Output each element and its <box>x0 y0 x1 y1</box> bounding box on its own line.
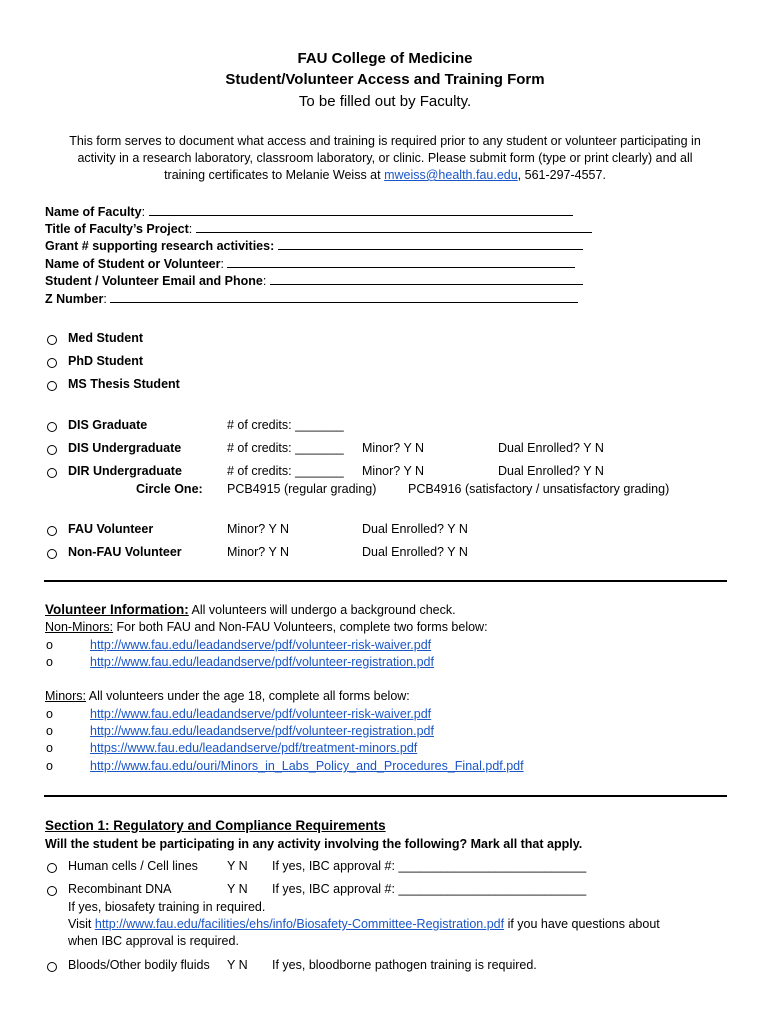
radio-ms-thesis[interactable] <box>47 381 57 391</box>
yn-bloods[interactable]: Y N <box>227 958 248 972</box>
biosafety-visit-line: Visit http://www.fau.edu/facilities/ehs/info/Biosafety-Committee-Registration.pdf if you have questions about <box>68 917 660 931</box>
bullet: o <box>46 638 53 652</box>
link-minor-registration[interactable]: http://www.fau.edu/leadandserve/pdf/volunteer-registration.pdf <box>90 724 434 738</box>
intro-phone: , 561-297-4557. <box>517 168 606 182</box>
link-minors-in-labs-policy[interactable]: http://www.fau.edu/ouri/Minors_in_Labs_Policy_and_Procedures_Final.pdf.pdf <box>90 759 524 773</box>
label-ms-thesis: MS Thesis Student <box>68 377 180 391</box>
link-minor-treatment[interactable]: https://www.fau.edu/leadandserve/pdf/treatment-minors.pdf <box>90 741 418 755</box>
intro-text: This form serves to document what access and training is required prior to any student or volunteer participating in activity in a research laboratory, classroom laboratory, or clinic. Please submit form (type or print clearly) and all training certificates to Melanie Weiss at <box>69 134 701 182</box>
label-phd-student: PhD Student <box>68 354 143 368</box>
minor-nonfau-volunteer[interactable]: Minor? Y N <box>227 545 290 559</box>
bloodborne-note: If yes, bloodborne pathogen training is required. <box>272 958 537 972</box>
yn-recombinant-dna[interactable]: Y N <box>227 882 248 896</box>
radio-bloods[interactable] <box>47 962 57 972</box>
section1-heading: Section 1: Regulatory and Compliance Requirements <box>45 818 386 833</box>
email-link[interactable]: mweiss@health.fau.edu <box>384 168 518 182</box>
bullet: o <box>46 655 53 669</box>
field-grant[interactable]: Grant # supporting research activities: <box>45 238 583 253</box>
dual-nonfau-volunteer[interactable]: Dual Enrolled? Y N <box>362 545 468 559</box>
label-med-student: Med Student <box>68 331 143 345</box>
label-dir-undergraduate: DIR Undergraduate <box>68 464 182 478</box>
radio-recombinant-dna[interactable] <box>47 886 57 896</box>
form-institution: FAU College of Medicine <box>297 50 473 67</box>
intro-paragraph <box>60 133 710 184</box>
divider-1 <box>44 580 727 582</box>
ibc-approval-recombinant-dna[interactable]: If yes, IBC approval #: ___________________________ <box>272 882 587 896</box>
circle-one-label: Circle One: <box>136 482 203 496</box>
label-fau-volunteer: FAU Volunteer <box>68 522 154 536</box>
yn-human-cells[interactable]: Y N <box>227 859 248 873</box>
label-human-cells: Human cells / Cell lines <box>68 859 198 873</box>
link-biosafety-registration[interactable]: http://www.fau.edu/facilities/ehs/info/Biosafety-Committee-Registration.pdf <box>94 917 505 931</box>
section1-question: Will the student be participating in any activity involving the following? Mark all that apply. <box>45 837 583 851</box>
credits-dis-undergraduate[interactable]: # of credits: _______ <box>227 441 344 455</box>
volunteer-info-heading: Volunteer Information: All volunteers will undergo a background check. <box>45 602 456 617</box>
link-nonminor-registration[interactable]: http://www.fau.edu/leadandserve/pdf/volunteer-registration.pdf <box>90 655 434 669</box>
link-nonminor-risk-waiver[interactable]: http://www.fau.edu/leadandserve/pdf/volunteer-risk-waiver.pdf <box>90 638 432 652</box>
label-dis-undergraduate: DIS Undergraduate <box>68 441 182 455</box>
bullet: o <box>46 724 53 738</box>
biosafety-note: If yes, biosafety training in required. <box>68 900 266 914</box>
field-z-number[interactable]: Z Number: <box>45 291 578 306</box>
radio-dis-graduate[interactable] <box>47 422 57 432</box>
option-pcb4915[interactable]: PCB4915 (regular grading) <box>227 482 377 496</box>
radio-nonfau-volunteer[interactable] <box>47 549 57 559</box>
label-bloods: Bloods/Other bodily fluids <box>68 958 210 972</box>
option-pcb4916[interactable]: PCB4916 (satisfactory / unsatisfactory grading) <box>408 482 670 496</box>
radio-dir-undergraduate[interactable] <box>47 468 57 478</box>
radio-dis-undergraduate[interactable] <box>47 445 57 455</box>
dual-dis-undergraduate[interactable]: Dual Enrolled? Y N <box>498 441 604 455</box>
minor-dis-undergraduate[interactable]: Minor? Y N <box>362 441 425 455</box>
form-subtitle: To be filled out by Faculty. <box>298 93 472 110</box>
bullet: o <box>46 741 53 755</box>
ibc-approval-human-cells[interactable]: If yes, IBC approval #: ___________________________ <box>272 859 587 873</box>
dual-dir-undergraduate[interactable]: Dual Enrolled? Y N <box>498 464 604 478</box>
nonminors-intro: Non-Minors: For both FAU and Non-FAU Volunteers, complete two forms below: <box>45 620 488 634</box>
field-email-phone[interactable]: Student / Volunteer Email and Phone: <box>45 273 583 288</box>
link-minor-risk-waiver[interactable]: http://www.fau.edu/leadandserve/pdf/volunteer-risk-waiver.pdf <box>90 707 432 721</box>
minor-dir-undergraduate[interactable]: Minor? Y N <box>362 464 425 478</box>
field-student-name[interactable]: Name of Student or Volunteer: <box>45 256 575 271</box>
radio-phd-student[interactable] <box>47 358 57 368</box>
minor-fau-volunteer[interactable]: Minor? Y N <box>227 522 290 536</box>
bullet: o <box>46 759 53 773</box>
form-title: Student/Volunteer Access and Training Form <box>225 71 545 88</box>
credits-dis-graduate[interactable]: # of credits: _______ <box>227 418 344 432</box>
label-dis-graduate: DIS Graduate <box>68 418 148 432</box>
biosafety-when-line: when IBC approval is required. <box>68 934 239 948</box>
radio-fau-volunteer[interactable] <box>47 526 57 536</box>
divider-2 <box>44 795 727 797</box>
credits-dir-undergraduate[interactable]: # of credits: _______ <box>227 464 344 478</box>
label-nonfau-volunteer: Non-FAU Volunteer <box>68 545 182 559</box>
field-project-title[interactable]: Title of Faculty’s Project: <box>45 221 592 236</box>
bullet: o <box>46 707 53 721</box>
radio-human-cells[interactable] <box>47 863 57 873</box>
field-faculty-name[interactable]: Name of Faculty: <box>45 204 573 219</box>
dual-fau-volunteer[interactable]: Dual Enrolled? Y N <box>362 522 468 536</box>
radio-med-student[interactable] <box>47 335 57 345</box>
label-recombinant-dna: Recombinant DNA <box>68 882 172 896</box>
minors-intro: Minors: All volunteers under the age 18, complete all forms below: <box>45 689 410 703</box>
